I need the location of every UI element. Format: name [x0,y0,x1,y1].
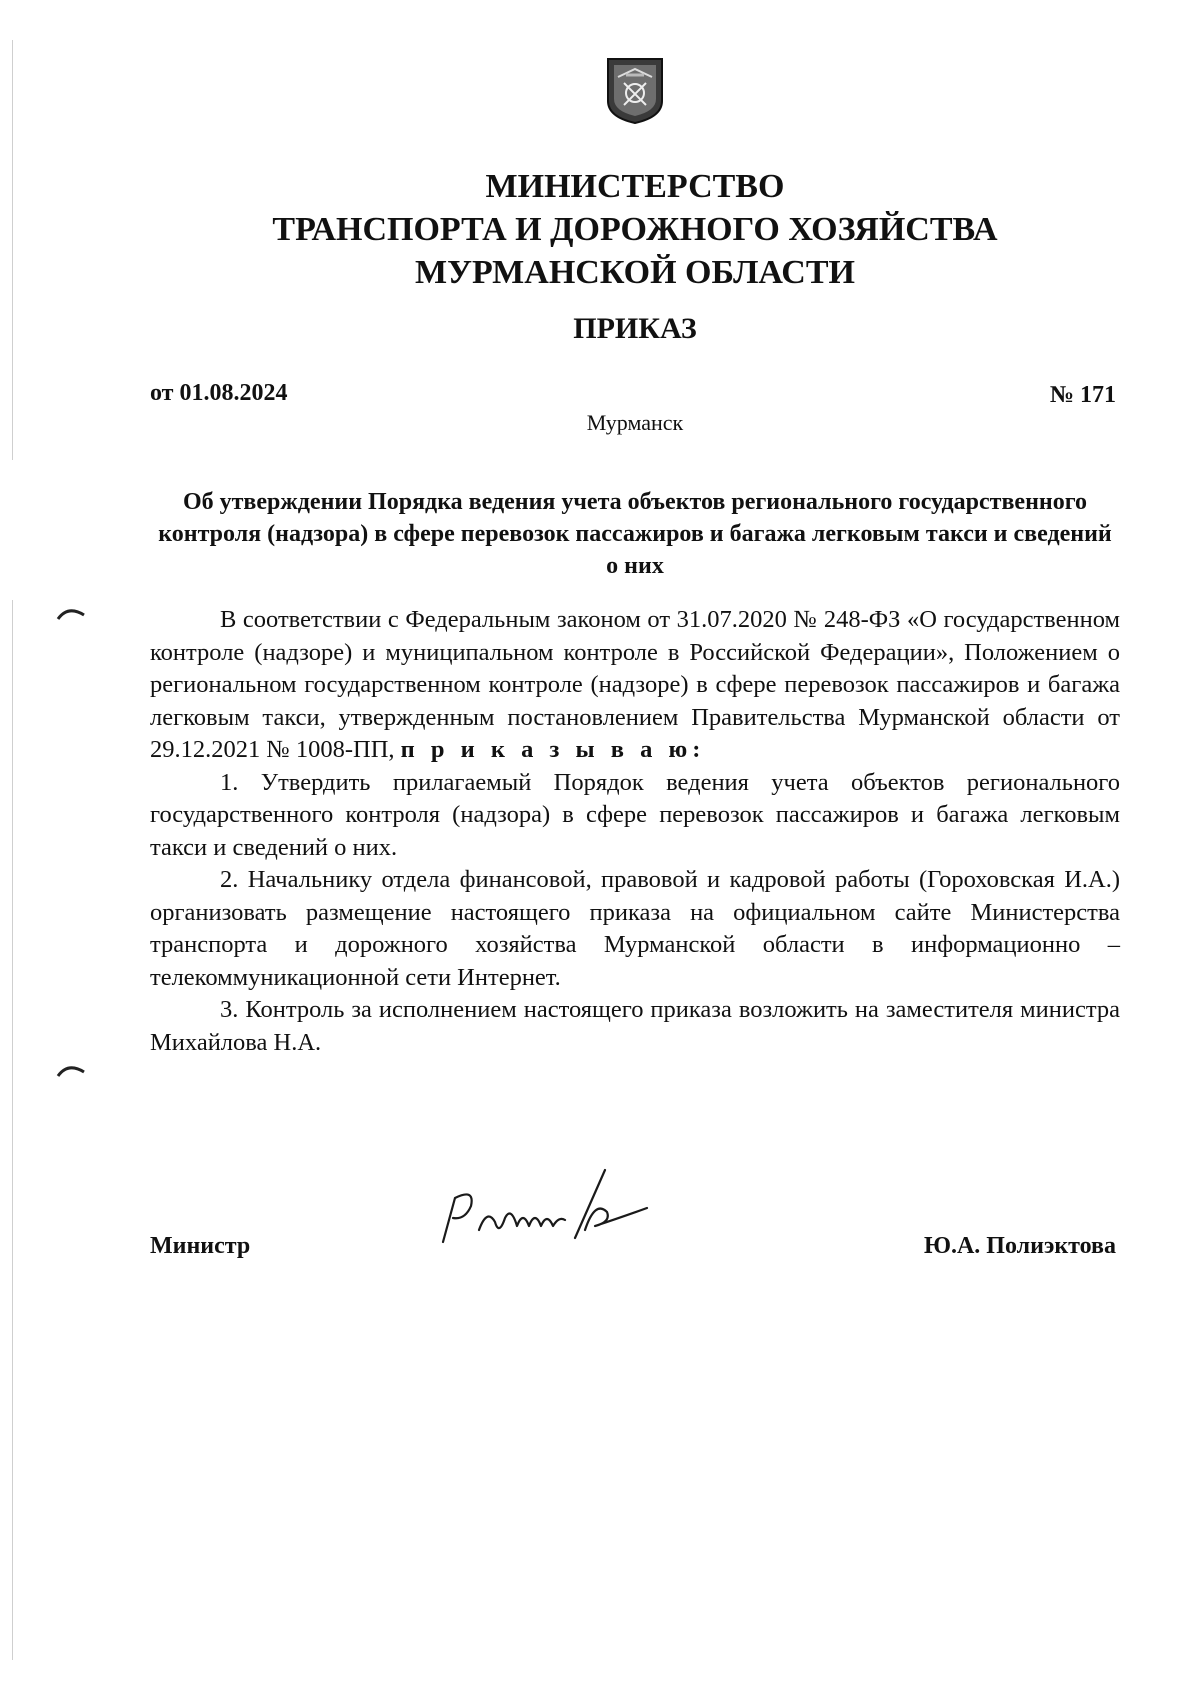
scan-edge-line [12,600,13,1660]
document-type: ПРИКАЗ [573,312,697,345]
document-subject: Об утверждении Порядка ведения учета объектов регионального государственного контроля (надзора) в сфере перевозок пассажиров и багажа легковым такси и сведений о них [158,489,1112,579]
order-item: 2. Начальнику отдела финансовой, правовой и кадровой работы (Гороховская И.А.) организовать размещение настоящего приказа на официальном сайте Министерства транспорта и дорожного хозяйства Мурманской области в информационно – телекоммуникационной сети Интернет. [150,866,1120,991]
document-date: от 01.08.2024 [150,380,288,406]
preamble-paragraph [150,604,1120,767]
document-number: № 171 [1049,382,1116,408]
order-item: 1. Утвердить прилагаемый Порядок ведения учета объектов регионального государственного контроля (надзора) в сфере перевозок пассажиров и багажа легковым такси и сведений о них. [150,768,1120,861]
hole-punch-mark [56,1060,86,1080]
ministry-line: ТРАНСПОРТА И ДОРОЖНОГО ХОЗЯЙСТВА [272,211,998,248]
signer-name: Ю.А. Полиэктова [923,1233,1116,1259]
preamble-text: В соответствии с Федеральным законом от 31.07.2020 № 248-ФЗ «О государственном контроле (надзоре) и муниципальном контроле в Российской Федерации», Положением о региональном государственном контроле (надзоре) в сфере перевозок пассажиров и багажа легковым такси, утвержденным постановлением Правительства Мурманской области от 29.12.2021 № 1008-ПП, [150,606,1120,763]
document-city: Мурманск [586,410,684,435]
ministry-line: МИНИСТЕРСТВО [485,168,785,205]
order-item: 3. Контроль за исполнением настоящего приказа возложить на заместителя министра Михайлова Н.А. [150,996,1120,1056]
handwritten-signature [435,1160,650,1270]
coat-of-arms-icon [604,55,666,125]
order-word: п р и к а з ы в а ю: [400,736,706,763]
signer-role: Министр [150,1233,251,1259]
document-body [150,604,1120,1059]
ministry-line: МУРМАНСКОЙ ОБЛАСТИ [415,254,855,291]
hole-punch-mark [56,603,86,623]
ministry-name [0,165,1200,294]
